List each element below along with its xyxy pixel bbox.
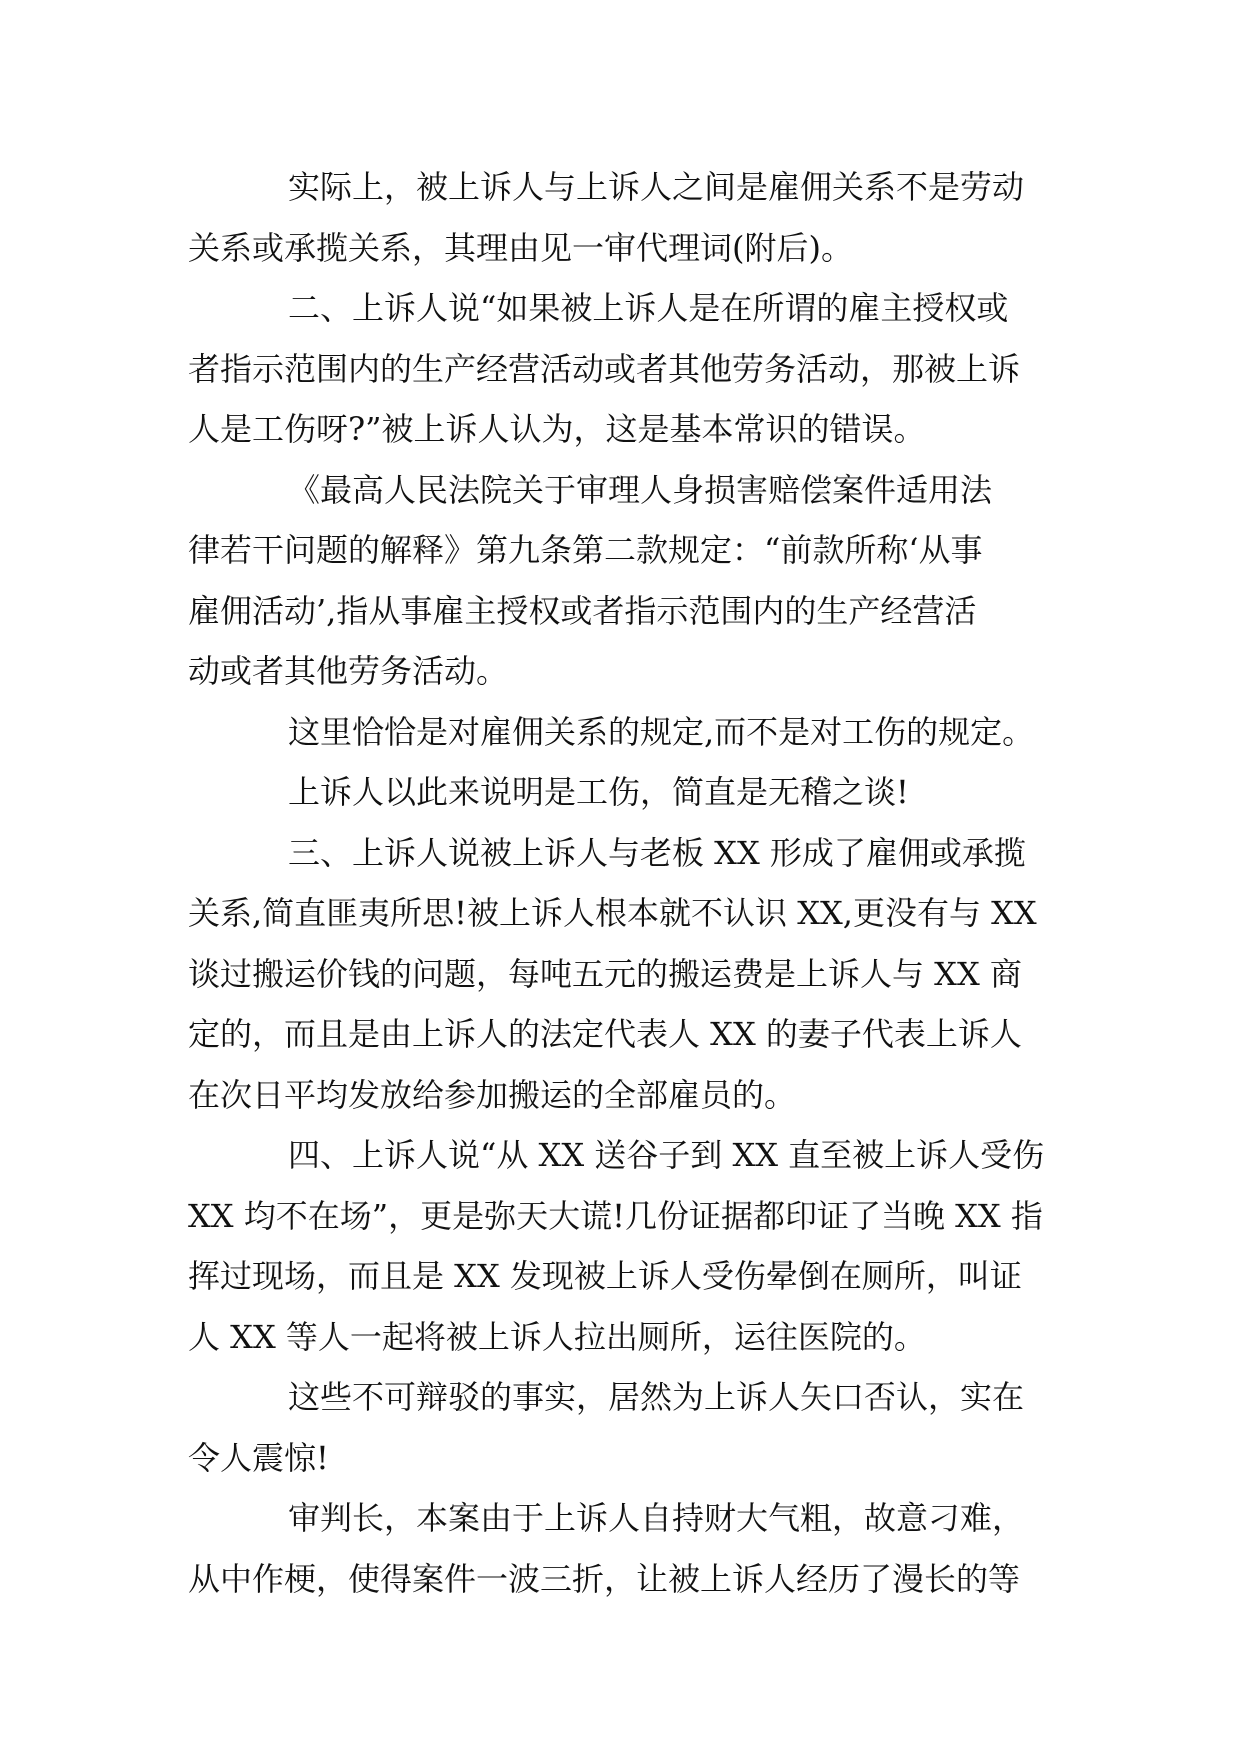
text-line: 这里恰恰是对雇佣关系的规定,而不是对工伤的规定。 xyxy=(288,712,1035,751)
text-line: 律若干问题的解释》第九条第二款规定：“前款所称‘从事 xyxy=(188,531,983,569)
text-line: 关系,简直匪夷所思!被上诉人根本就不认识 XX,更没有与 XX xyxy=(188,894,1037,932)
text-line: 这些不可辩驳的事实，居然为上诉人矢口否认，实在 xyxy=(288,1378,1025,1416)
document-body xyxy=(188,157,1068,1609)
text-line: 令人震惊! xyxy=(188,1438,329,1477)
text-line: 四、上诉人说“从 XX 送谷子到 XX 直至被上诉人受伤 xyxy=(288,1136,1045,1174)
text-line: XX 均不在场”，更是弥天大谎!几份证据都印证了当晚 XX 指 xyxy=(188,1196,1043,1235)
text-line: 关系或承揽关系，其理由见一审代理词(附后)。 xyxy=(188,228,853,267)
text-line: 审判长，本案由于上诉人自持财大气粗，故意刁难， xyxy=(288,1499,1025,1537)
text-line: 挥过现场，而且是 XX 发现被上诉人受伤晕倒在厕所，叫证 xyxy=(188,1257,1022,1295)
text-line: 从中作梗，使得案件一波三折，让被上诉人经历了漫长的等 xyxy=(188,1559,1021,1598)
text-line: 上诉人以此来说明是工伤，简直是无稽之谈! xyxy=(288,773,909,811)
text-line: 在次日平均发放给参加搬运的全部雇员的。 xyxy=(188,1075,797,1114)
text-line: 人 XX 等人一起将被上诉人拉出厕所，运往医院的。 xyxy=(188,1317,926,1356)
text-line: 雇佣活动’,指从事雇主授权或者指示范围内的生产经营活 xyxy=(188,591,977,630)
text-line: 《最高人民法院关于审理人身损害赔偿案件适用法 xyxy=(288,470,993,509)
text-line: 定的，而且是由上诉人的法定代表人 XX 的妻子代表上诉人 xyxy=(188,1015,1022,1053)
text-line: 谈过搬运价钱的问题，每吨五元的搬运费是上诉人与 XX 商 xyxy=(188,954,1022,993)
text-line: 人是工伤呀?”被上诉人认为，这是基本常识的错误。 xyxy=(188,410,926,448)
text-line: 者指示范围内的生产经营活动或者其他劳务活动，那被上诉 xyxy=(188,349,1021,388)
text-line: 实际上，被上诉人与上诉人之间是雇佣关系不是劳动 xyxy=(288,168,1025,206)
text-line: 三、上诉人说被上诉人与老板 XX 形成了雇佣或承揽 xyxy=(288,833,1026,872)
text-line: 二、上诉人说“如果被上诉人是在所谓的雇主授权或 xyxy=(288,289,1009,327)
text-line: 动或者其他劳务活动。 xyxy=(188,652,509,690)
